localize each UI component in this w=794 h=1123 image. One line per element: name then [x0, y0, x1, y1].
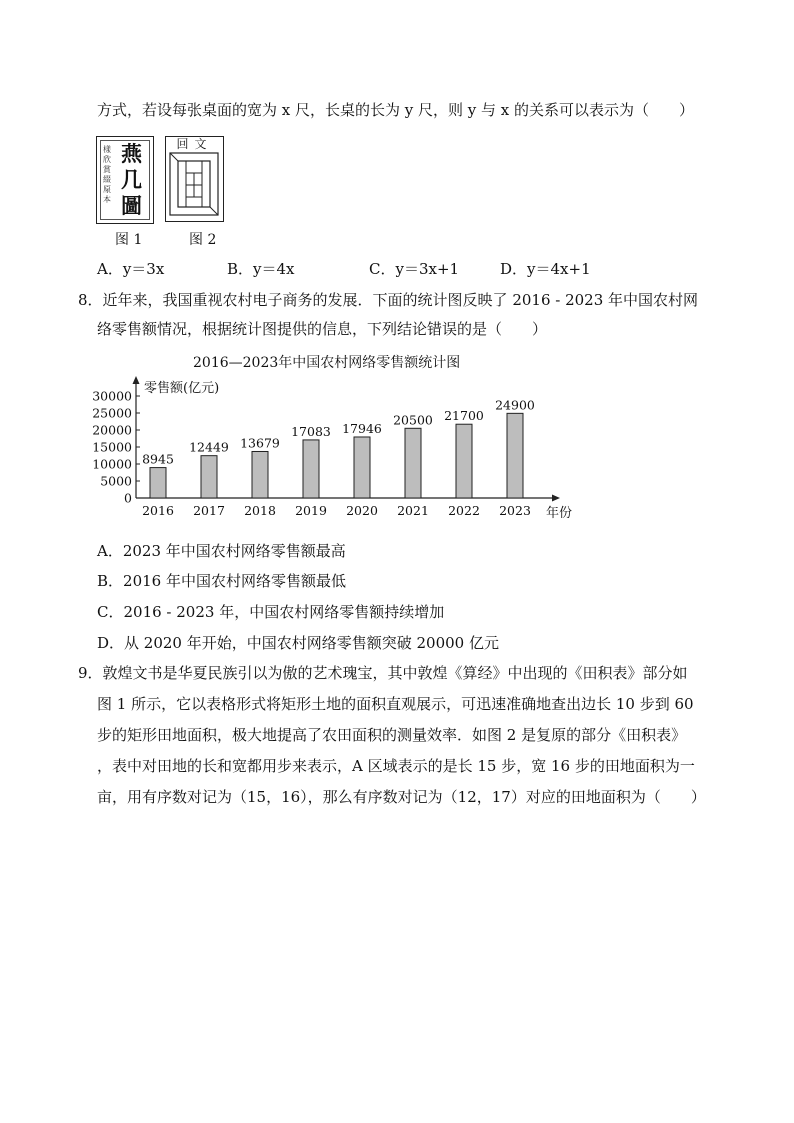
bar-2018: [252, 451, 268, 498]
y-tick-label: 0: [124, 490, 132, 506]
q8-option-d[interactable]: D．从 2020 年开始，中国农村网络零售额突破 20000 亿元: [97, 634, 499, 652]
q8-option-c[interactable]: C．2016 - 2023 年，中国农村网络零售额持续增加: [97, 603, 445, 621]
bar-2023: [507, 413, 523, 498]
fig1-calligraphy-image: [96, 136, 154, 224]
x-tick-label-2021: 2021: [397, 503, 429, 518]
x-tick-label-2017: 2017: [193, 503, 225, 518]
bar-2020: [354, 437, 370, 498]
bar-2019: [303, 440, 319, 498]
fig1-vertical-text: 樣欣賞綴厡本: [103, 145, 111, 204]
bar-2017: [201, 456, 217, 498]
data-label-2020: 17946: [342, 420, 382, 436]
q8-option-a[interactable]: A．2023 年中国农村网络零售额最高: [97, 542, 346, 560]
fig2-huiwen-image: [165, 136, 224, 222]
q9-stem-line-2: 图 1 所示，它以表格形式将矩形土地的面积直观展示，可迅速准确地查出边长 10 步到 60: [97, 695, 694, 713]
q7-option-b[interactable]: B．y＝4x: [227, 260, 295, 278]
y-tick-label: 15000: [92, 439, 132, 455]
bar-2021: [405, 428, 421, 498]
fig2-caption: 图 2: [189, 232, 217, 248]
x-axis-arrow: [552, 495, 560, 502]
x-tick-label-2020: 2020: [346, 503, 378, 518]
q8-stem-line-1: 8．近年来，我国重视农村电子商务的发展．下面的统计图反映了 2016 - 2023 年中国农村网: [78, 291, 699, 309]
x-tick-label-2018: 2018: [244, 503, 276, 518]
q9-stem-line-4: ，表中对田地的长和宽都用步来表示，A 区域表示的是长 15 步，宽 16 步的田地面积为一: [97, 757, 695, 775]
x-tick-label-2023: 2023: [499, 503, 531, 518]
data-label-2021: 20500: [393, 412, 433, 428]
y-tick-label: 10000: [92, 456, 132, 472]
fig1-caption: 图 1: [115, 232, 143, 248]
y-tick-label: 30000: [92, 388, 132, 404]
q8-option-b[interactable]: B．2016 年中国农村网络零售额最低: [97, 572, 346, 590]
data-label-2016: 8945: [142, 451, 174, 467]
bar-2022: [456, 424, 472, 498]
q7-option-d[interactable]: D．y＝4x+1: [500, 260, 591, 278]
fig2-pattern-diagram: [166, 151, 223, 221]
x-tick-label-2022: 2022: [448, 503, 480, 518]
y-axis-label: 零售额(亿元): [144, 381, 220, 396]
x-tick-label-2019: 2019: [295, 503, 327, 518]
chart-title: 2016—2023年中国农村网络零售额统计图: [193, 355, 461, 371]
bar-2016: [150, 468, 166, 498]
y-tick-label: 25000: [92, 405, 132, 421]
data-label-2023: 24900: [495, 397, 535, 413]
q9-stem-line-5: 亩，用有序数对记为（15，16），那么有序数对记为（12，17）对应的田地面积为（ ）: [97, 788, 706, 806]
x-axis-label: 年份: [546, 506, 573, 521]
y-tick-label: 20000: [92, 422, 132, 438]
fig2-title-text: 回文: [176, 137, 213, 151]
q7-stem-line: 方式，若设每张桌面的宽为 x 尺，长桌的长为 y 尺，则 y 与 x 的关系可以表示为（ ）: [97, 101, 695, 119]
data-label-2022: 21700: [444, 408, 484, 424]
bar-chart: [92, 370, 573, 540]
q7-option-c[interactable]: C．y＝3x+1: [369, 260, 460, 278]
data-label-2018: 13679: [240, 435, 280, 451]
q9-stem-line-1: 9．敦煌文书是华夏民族引以为傲的艺术瑰宝，其中敦煌《算经》中出现的《田积表》部分如: [78, 664, 688, 682]
y-tick-label: 5000: [100, 473, 132, 489]
q8-stem-line-2: 络零售额情况，根据统计图提供的信息，下列结论错误的是（ ）: [97, 320, 548, 338]
y-axis-arrow: [133, 376, 140, 384]
data-label-2019: 17083: [291, 423, 331, 439]
fig1-title-text: 燕几圖: [121, 141, 142, 218]
data-label-2017: 12449: [189, 439, 229, 455]
q9-stem-line-3: 步的矩形田地面积，极大地提高了农田面积的测量效率．如图 2 是复原的部分《田积表》: [97, 726, 687, 744]
x-tick-label-2016: 2016: [142, 503, 174, 518]
q7-option-a[interactable]: A．y＝3x: [97, 260, 165, 278]
